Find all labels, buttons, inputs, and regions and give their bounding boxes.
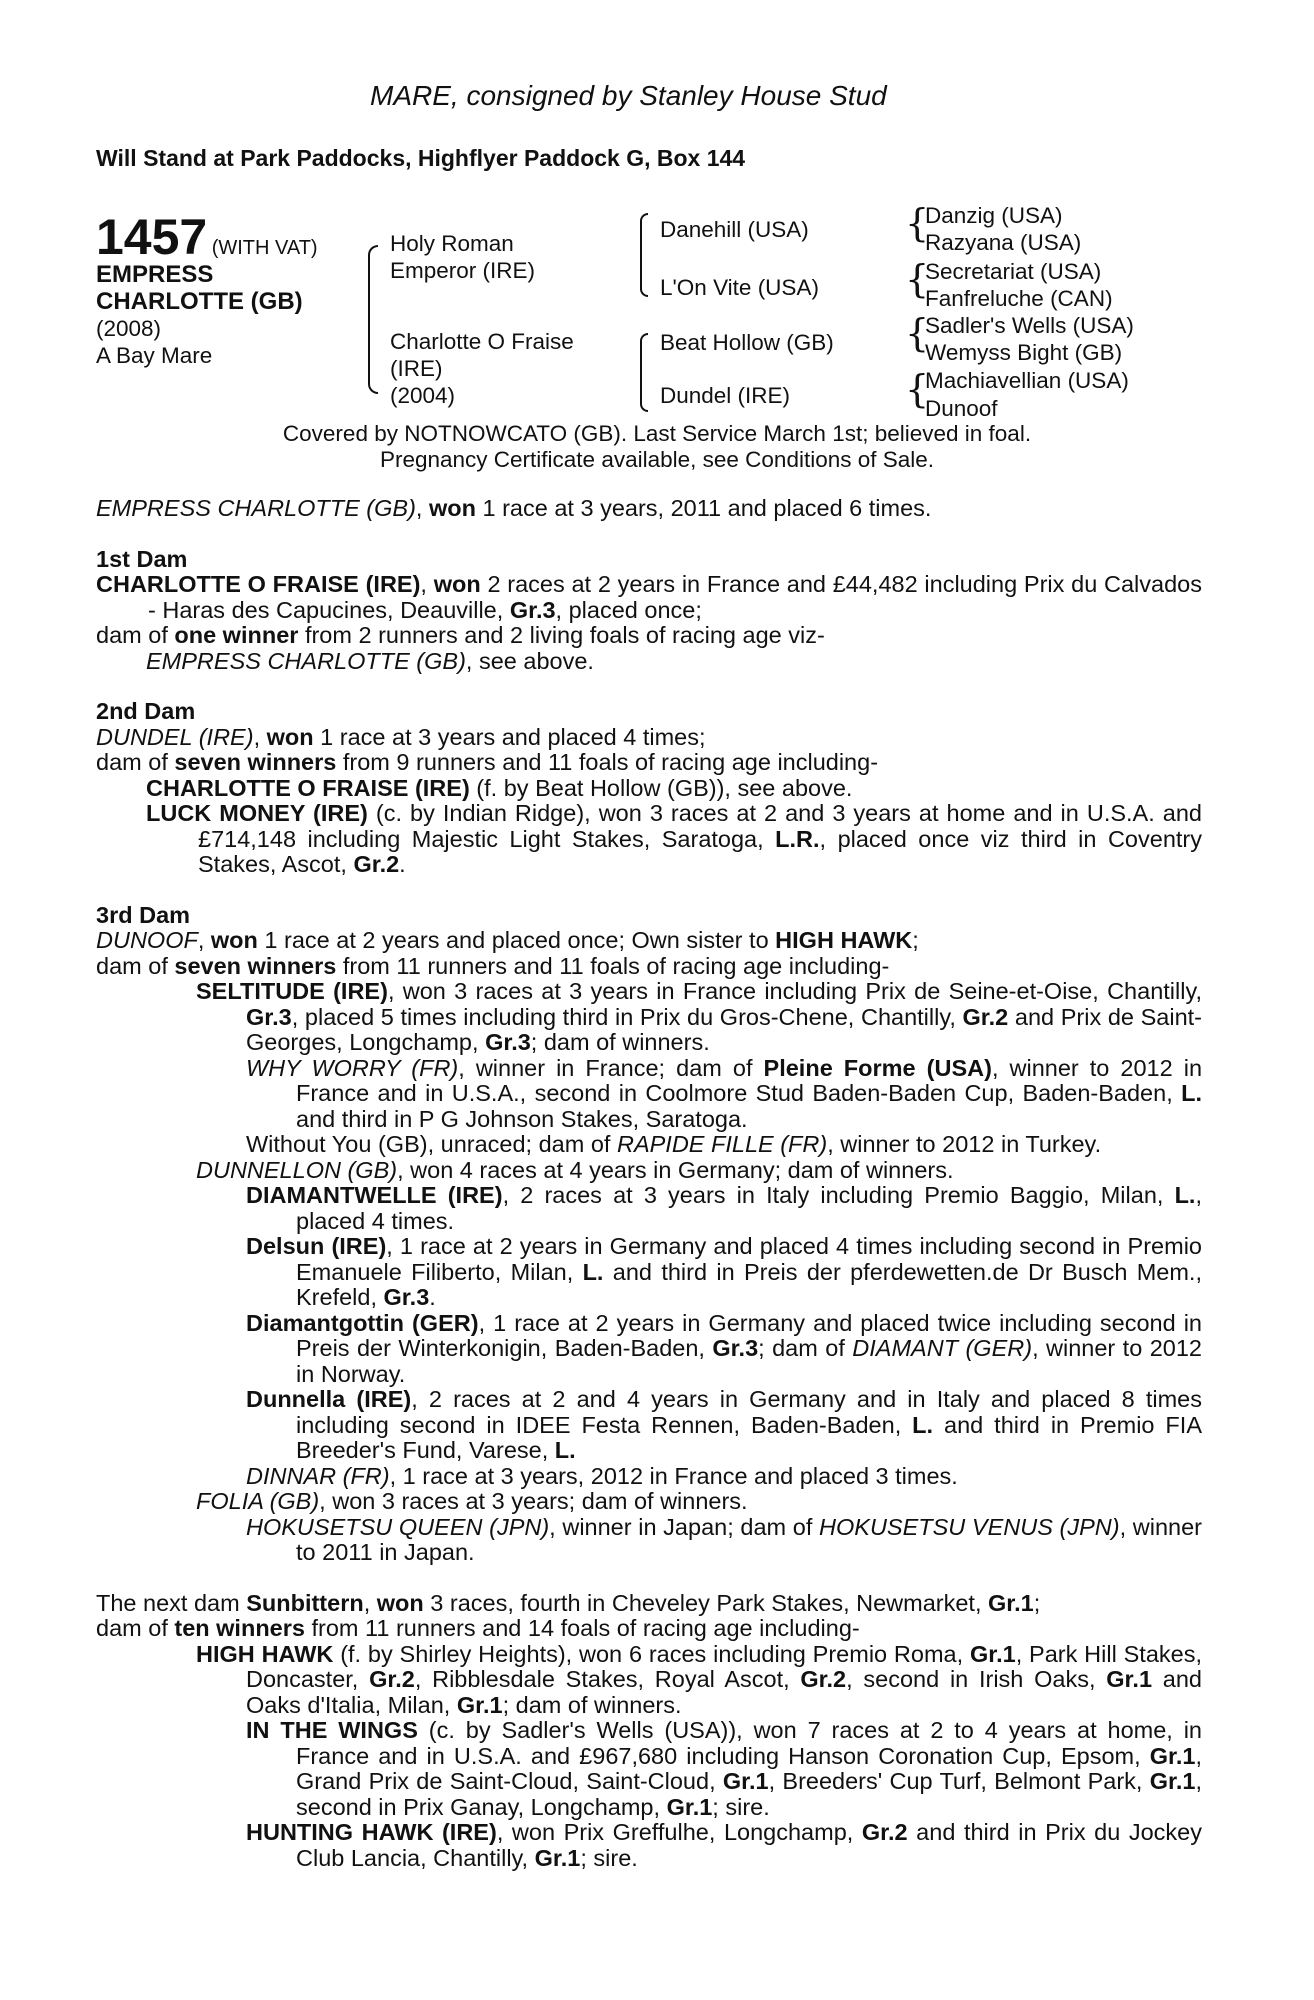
text-run: , winner to 2011 in Japan. bbox=[296, 1513, 1202, 1565]
bold-text: HUNTING HAWK (IRE) bbox=[246, 1819, 497, 1845]
bold-text: L. bbox=[912, 1411, 934, 1438]
pedigree-entry bbox=[96, 1616, 1202, 1642]
gen3-7: Machiavellian (USA) bbox=[925, 368, 1129, 393]
bold-text: CHARLOTTE O FRAISE (IRE) bbox=[96, 571, 421, 597]
bold-text: Gr.1 bbox=[988, 1589, 1034, 1616]
bold-text: Gr.3 bbox=[383, 1284, 430, 1310]
vat-label: (WITH VAT) bbox=[211, 237, 318, 259]
text-run: 1 race at 3 years, 2011 and placed 6 times. bbox=[475, 495, 932, 521]
bold-text: Gr.3 bbox=[246, 1003, 292, 1030]
text-run: , second in Irish Oaks, bbox=[846, 1666, 1107, 1692]
bold-text: HIGH HAWK bbox=[196, 1640, 334, 1667]
dam-line2: (IRE) bbox=[390, 356, 443, 381]
pedigree-entry bbox=[96, 776, 1202, 802]
pedigree-entry bbox=[96, 725, 1202, 751]
horse-name-italic: DIAMANT (GER) bbox=[852, 1335, 1033, 1361]
bold-text: Gr.1 bbox=[1149, 1742, 1196, 1769]
text-run: , 1 race at 2 years in Germany and placed twice including second in Preis der Winterkonigin, Baden-Baden, bbox=[296, 1309, 1202, 1361]
sire-line1: Holy Roman bbox=[390, 231, 514, 256]
text-run: The next dam bbox=[96, 1589, 247, 1616]
bold-text: Delsun (IRE) bbox=[246, 1233, 387, 1259]
text-run: (c. by Sadler's Wells (USA)), won 7 races at 2 to 4 years at home, in France and in U.S.A. and £967,680 including Hanson Coronation Cup, Epsom, bbox=[296, 1717, 1202, 1769]
text-run: ; bbox=[912, 927, 919, 953]
brace-gen3-4: { bbox=[905, 367, 930, 411]
bold-text: won bbox=[433, 571, 481, 597]
text-run: ; dam of winners. bbox=[502, 1691, 682, 1718]
bold-text: Dunnella (IRE) bbox=[246, 1386, 412, 1412]
bold-text: Gr.1 bbox=[722, 1768, 769, 1794]
text-run: dam of bbox=[96, 622, 175, 648]
pedigree-entry bbox=[96, 954, 1202, 980]
text-run: , Grand Prix de Saint-Cloud, Saint-Cloud, bbox=[296, 1742, 1202, 1794]
pedigree-entry bbox=[96, 1718, 1202, 1820]
text-run: , bbox=[415, 495, 429, 521]
text-run: , bbox=[197, 927, 211, 953]
horse-name-italic: RAPIDE FILLE (FR) bbox=[616, 1131, 828, 1157]
pedigree-entry bbox=[96, 1183, 1202, 1234]
text-run: , bbox=[420, 571, 434, 597]
horse-name-italic: DUNNELLON (GB) bbox=[196, 1156, 398, 1183]
text-run: , placed once; bbox=[555, 596, 702, 623]
text-run: dam of bbox=[96, 952, 175, 979]
bold-text: Gr.2 bbox=[353, 851, 400, 877]
text-run: , winner in Japan; dam of bbox=[549, 1513, 820, 1540]
text-run: , placed once viz third in Coventry Stakes, Ascot, bbox=[198, 825, 1202, 877]
text-run: , won 4 races at 4 years in Germany; dam of winners. bbox=[397, 1156, 954, 1183]
bold-text: LUCK MONEY (IRE) bbox=[146, 800, 368, 826]
text-run: , won 3 races at 3 years; dam of winners. bbox=[319, 1488, 748, 1514]
text-run: , bbox=[363, 1589, 377, 1616]
text-run: , 2 races at 3 years in Italy including Premio Baggio, Milan, bbox=[502, 1182, 1175, 1208]
text-run: from 2 runners and 2 living foals of racing age viz- bbox=[298, 622, 825, 648]
text-run: , placed 5 times including third in Prix du Gros-Chene, Chantilly, bbox=[291, 1003, 963, 1030]
bold-text: won bbox=[376, 1589, 424, 1616]
brace-gen3-1: { bbox=[905, 201, 930, 245]
text-run: , winner to 2012 in Turkey. bbox=[827, 1131, 1102, 1157]
pedigree-entry bbox=[96, 1489, 1202, 1515]
lot-number-line bbox=[96, 209, 318, 265]
bold-text: Gr.3 bbox=[509, 596, 556, 623]
pedigree-entry bbox=[96, 928, 1202, 954]
text-run: 3 races, fourth in Cheveley Park Stakes, Newmarket, bbox=[423, 1589, 989, 1616]
bold-text: won bbox=[266, 723, 314, 750]
text-run: 1 race at 3 years and placed 4 times; bbox=[313, 723, 706, 750]
text-run: and third in Preis der pferdewetten.de Dr Busch Mem., Krefeld, bbox=[296, 1258, 1202, 1310]
bold-text: won bbox=[428, 495, 476, 521]
horse-name-italic: WHY WORRY (FR) bbox=[246, 1054, 459, 1081]
catalogue-body bbox=[96, 496, 1202, 1871]
text-run: , Park Hill Stakes, Doncaster, bbox=[246, 1640, 1203, 1692]
page-title: MARE, consigned by Stanley House Stud bbox=[370, 80, 887, 111]
section-heading: 3rd Dam bbox=[96, 901, 191, 928]
pedigree-entry bbox=[96, 1056, 1202, 1133]
text-run: Without You (GB), unraced; dam of bbox=[246, 1131, 617, 1157]
pedigree-entry bbox=[96, 979, 1202, 1056]
bold-text: L.R. bbox=[775, 825, 820, 852]
text-run: and Oaks d'Italia, Milan, bbox=[246, 1666, 1202, 1718]
text-run: 2 races at 2 years in France and £44,482 including Prix du Calvados - Haras des Capucines, Deauville, bbox=[148, 571, 1202, 623]
text-run: dam of bbox=[96, 1615, 175, 1641]
text-run: , winner to 2012 in France and in U.S.A., second in Coolmore Stud Baden-Baden Cup, Baden-Baden, bbox=[296, 1054, 1203, 1106]
text-run: dam of bbox=[96, 749, 175, 775]
section-heading: 1st Dam bbox=[96, 545, 188, 572]
text-run: , bbox=[253, 723, 267, 750]
bold-text: Gr.1 bbox=[969, 1640, 1016, 1667]
text-run: , second in Prix Ganay, Longchamp, bbox=[296, 1768, 1202, 1820]
bold-text: Gr.3 bbox=[485, 1029, 531, 1055]
horse-name-italic: HOKUSETSU QUEEN (JPN) bbox=[246, 1513, 550, 1540]
bold-text: SELTITUDE (IRE) bbox=[196, 978, 388, 1004]
text-run: (f. by Beat Hollow (GB)), see above. bbox=[469, 774, 853, 801]
gen3-5: Sadler's Wells (USA) bbox=[925, 313, 1134, 338]
bold-text: Gr.1 bbox=[534, 1844, 581, 1871]
text-run: , won Prix Greffulhe, Longchamp, bbox=[496, 1819, 862, 1845]
covered-line2: Pregnancy Certificate available, see Conditions of Sale. bbox=[379, 447, 935, 472]
text-run: ; bbox=[1033, 1589, 1041, 1616]
bold-text: Gr.1 bbox=[1106, 1666, 1153, 1692]
gen3-2: Razyana (USA) bbox=[925, 230, 1082, 255]
text-run: , winner to 2012 in Norway. bbox=[296, 1335, 1202, 1387]
pedigree-brace-main bbox=[368, 245, 378, 394]
horse-year: (2008) bbox=[96, 316, 162, 341]
gen2-4: Dundel (IRE) bbox=[660, 383, 791, 408]
section-heading: 2nd Dam bbox=[96, 698, 196, 724]
pedigree-entry bbox=[96, 801, 1202, 878]
bold-text: IN THE WINGS bbox=[246, 1717, 418, 1743]
text-run: from 11 runners and 14 foals of racing age including- bbox=[304, 1615, 860, 1641]
pedigree-entry bbox=[96, 649, 1202, 675]
horse-name-italic: FOLIA (GB) bbox=[196, 1488, 320, 1514]
horse-description: A Bay Mare bbox=[96, 343, 213, 368]
pedigree-entry bbox=[96, 1515, 1202, 1566]
text-run: ; dam of bbox=[758, 1335, 853, 1361]
bold-text: L. bbox=[554, 1437, 576, 1463]
horse-name-line2: CHARLOTTE (GB) bbox=[96, 288, 303, 315]
pedigree-entry bbox=[96, 750, 1202, 776]
pedigree-entry bbox=[96, 1132, 1202, 1158]
text-run: from 9 runners and 11 foals of racing age including- bbox=[336, 749, 879, 775]
text-run: ; sire. bbox=[712, 1793, 770, 1820]
pedigree-entry bbox=[96, 1158, 1202, 1184]
bold-text: Sunbittern bbox=[246, 1589, 364, 1616]
bold-text: one winner bbox=[174, 622, 299, 648]
pedigree-entry bbox=[96, 1387, 1202, 1464]
bold-text: seven winners bbox=[174, 952, 337, 979]
bold-text: Gr.2 bbox=[369, 1666, 415, 1692]
bold-text: Gr.1 bbox=[1149, 1768, 1196, 1794]
text-run: , see above. bbox=[465, 647, 594, 674]
bold-text: Diamantgottin (GER) bbox=[246, 1309, 479, 1336]
pedigree-entry bbox=[96, 623, 1202, 649]
gen3-6: Wemyss Bight (GB) bbox=[925, 340, 1123, 365]
bold-text: Gr.2 bbox=[800, 1666, 847, 1692]
gen3-1: Danzig (USA) bbox=[925, 203, 1063, 228]
text-run: , won 3 races at 3 years in France including Prix de Seine-et-Oise, Chantilly, bbox=[387, 978, 1202, 1004]
covered-line1: Covered by NOTNOWCATO (GB). Last Service March 1st; believed in foal. bbox=[282, 421, 1032, 446]
text-run: . bbox=[399, 851, 406, 877]
text-run: (f. by Shirley Heights), won 6 races including Premio Roma, bbox=[333, 1640, 970, 1667]
text-run: , Breeders' Cup Turf, Belmont Park, bbox=[768, 1768, 1150, 1794]
gen2-2: L'On Vite (USA) bbox=[660, 275, 819, 300]
text-run: , winner in France; dam of bbox=[458, 1054, 764, 1081]
pedigree-brace-sire bbox=[640, 213, 648, 297]
dam-line1: Charlotte O Fraise bbox=[390, 329, 574, 354]
text-run: , Ribblesdale Stakes, Royal Ascot, bbox=[414, 1666, 801, 1692]
pedigree-entry bbox=[96, 572, 1202, 623]
horse-name-italic: EMPRESS CHARLOTTE (GB) bbox=[96, 495, 416, 521]
bold-text: Pleine Forme (USA) bbox=[763, 1054, 992, 1081]
text-run: and third in Prix du Jockey Club Lancia, Chantilly, bbox=[296, 1819, 1202, 1871]
bold-text: L. bbox=[1174, 1182, 1196, 1208]
pedigree-entry bbox=[96, 1234, 1202, 1311]
pedigree-entry bbox=[96, 1820, 1202, 1871]
pedigree-entry bbox=[96, 1464, 1202, 1490]
pedigree-brace-dam bbox=[640, 333, 648, 412]
horse-name-line1: EMPRESS bbox=[96, 261, 214, 288]
pedigree-entry bbox=[96, 1311, 1202, 1388]
lot-number: 1457 bbox=[96, 209, 208, 265]
bold-text: Gr.2 bbox=[861, 1819, 908, 1845]
brace-gen3-3: { bbox=[905, 311, 930, 355]
gen3-8: Dunoof bbox=[925, 396, 998, 421]
horse-name-italic: DUNOOF bbox=[96, 927, 198, 953]
text-run: , 1 race at 2 years in Germany and placed 4 times including second in Premio Emanuele Filiberto, Milan, bbox=[296, 1233, 1202, 1285]
text-run: (c. by Indian Ridge), won 3 races at 2 and 3 years at home and in U.S.A. and £714,148 including Majestic Light Stakes, Saratoga, bbox=[198, 800, 1202, 852]
bold-text: Gr.3 bbox=[712, 1335, 759, 1361]
gen3-3: Secretariat (USA) bbox=[925, 259, 1102, 284]
bold-text: L. bbox=[582, 1258, 604, 1285]
text-run: from 11 runners and 11 foals of racing age including- bbox=[336, 952, 890, 979]
bold-text: Gr.1 bbox=[666, 1793, 713, 1820]
sire-line2: Emperor (IRE) bbox=[390, 258, 536, 283]
pedigree-entry bbox=[96, 1642, 1202, 1719]
text-run: 1 race at 2 years and placed once; Own sister to bbox=[257, 927, 776, 953]
bold-text: ten winners bbox=[174, 1615, 305, 1641]
text-run: and third in Premio FIA Breeder's Fund, Varese, bbox=[296, 1411, 1202, 1463]
horse-name-italic: EMPRESS CHARLOTTE (GB) bbox=[146, 647, 466, 674]
text-run: ; dam of winners. bbox=[530, 1029, 710, 1055]
bold-text: CHARLOTTE O FRAISE (IRE) bbox=[146, 774, 470, 801]
dam-line3: (2004) bbox=[390, 383, 456, 408]
summary bbox=[96, 496, 1202, 522]
text-run: ; sire. bbox=[580, 1844, 638, 1871]
bold-text: won bbox=[210, 927, 258, 953]
stand-location: Will Stand at Park Paddocks, Highflyer Paddock G, Box 144 bbox=[96, 145, 746, 171]
bold-text: Gr.1 bbox=[456, 1691, 503, 1718]
gen3-4: Fanfreluche (CAN) bbox=[925, 286, 1113, 311]
dam-sections bbox=[96, 547, 1202, 1872]
horse-name-italic: HOKUSETSU VENUS (JPN) bbox=[819, 1513, 1120, 1540]
horse-name-italic: DUNDEL (IRE) bbox=[96, 723, 254, 750]
gen2-1: Danehill (USA) bbox=[660, 217, 809, 242]
bold-text: HIGH HAWK bbox=[775, 927, 913, 953]
text-run: , 2 races at 2 and 4 years in Germany and in Italy and placed 8 times including second in IDEE Festa Rennen, Baden-Baden, bbox=[296, 1386, 1203, 1438]
brace-gen3-2: { bbox=[905, 257, 930, 301]
text-run: and third in P G Johnson Stakes, Saratoga. bbox=[296, 1105, 748, 1132]
text-run: . bbox=[429, 1284, 436, 1310]
bold-text: Gr.2 bbox=[962, 1003, 1009, 1030]
horse-name-italic: DINNAR (FR) bbox=[246, 1462, 390, 1489]
bold-text: L. bbox=[1181, 1080, 1202, 1106]
text-run: , placed 4 times. bbox=[296, 1182, 1202, 1234]
bold-text: DIAMANTWELLE (IRE) bbox=[246, 1182, 503, 1208]
pedigree-entry bbox=[96, 1591, 1202, 1617]
bold-text: seven winners bbox=[174, 749, 337, 775]
gen2-3: Beat Hollow (GB) bbox=[660, 330, 834, 355]
text-run: and Prix de Saint-Georges, Longchamp, bbox=[246, 1003, 1202, 1055]
text-run: , 1 race at 3 years, 2012 in France and placed 3 times. bbox=[389, 1462, 958, 1489]
